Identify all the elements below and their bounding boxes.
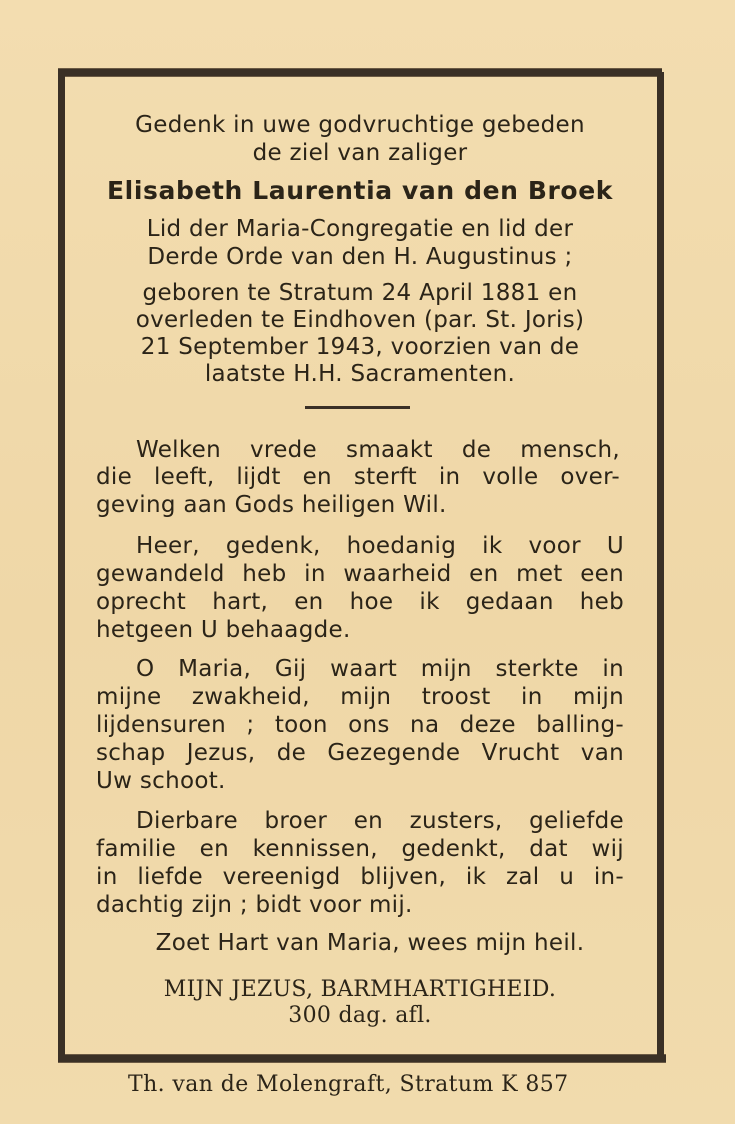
- para1-line-2: die leeft, lijdt en sterft in volle over-: [96, 464, 620, 490]
- para3-line-1: O Maria, Gij waart mijn sterkte in: [136, 656, 624, 682]
- life-line-4: laatste H.H. Sacramenten.: [204, 361, 516, 387]
- para4-line-4: dachtig zijn ; bidt voor mij.: [96, 892, 413, 918]
- frame-bottom-rule: [58, 1054, 666, 1063]
- membership-line-1: Lid der Maria-Congregatie en lid der: [146, 216, 574, 242]
- frame-right-rule: [657, 72, 664, 1060]
- printer-imprint: Th. van de Molengraft, Stratum K 857: [128, 1072, 569, 1097]
- closing-invocation: MIJN JEZUS, BARMHARTIGHEID.: [163, 977, 557, 1002]
- frame-top-rule: [58, 68, 662, 77]
- membership-line-2: Derde Orde van den H. Augustinus ;: [147, 244, 573, 270]
- closing-prayer: Zoet Hart van Maria, wees mijn heil.: [155, 930, 585, 956]
- para2-line-2: gewandeld heb in waarheid en met een: [96, 561, 624, 587]
- header-line-1: Gedenk in uwe godvruchtige gebeden: [135, 112, 585, 138]
- section-divider: [305, 406, 410, 409]
- para3-line-4: schap Jezus, de Gezegende Vrucht van: [96, 740, 624, 766]
- para3-line-5: Uw schoot.: [96, 768, 226, 794]
- para4-line-2: familie en kennissen, gedenkt, dat wij: [96, 836, 624, 862]
- deceased-name: Elisabeth Laurentia van den Broek: [106, 176, 613, 205]
- para4-line-3: in liefde vereenigd blijven, ik zal u in-: [96, 864, 624, 890]
- para2-line-3: oprecht hart, en hoe ik gedaan heb: [96, 589, 624, 615]
- life-line-2: overleden te Eindhoven (par. St. Joris): [135, 307, 585, 333]
- para1-line-1: Welken vrede smaakt de mensch,: [136, 437, 620, 463]
- para2-line-1: Heer, gedenk, hoedanig ik voor U: [136, 533, 624, 559]
- life-line-3: 21 September 1943, voorzien van de: [140, 334, 580, 360]
- indulgence-note: 300 dag. afl.: [288, 1003, 432, 1028]
- para4-line-1: Dierbare broer en zusters, geliefde: [136, 808, 624, 834]
- frame-left-rule: [58, 72, 65, 1060]
- para3-line-3: lijdensuren ; toon ons na deze balling-: [96, 712, 624, 738]
- para3-line-2: mijne zwakheid, mijn troost in mijn: [96, 684, 624, 710]
- header-line-2: de ziel van zaliger: [252, 140, 468, 166]
- para2-line-4: hetgeen U behaagde.: [96, 617, 351, 643]
- para1-line-3: geving aan Gods heiligen Wil.: [96, 492, 447, 518]
- life-line-1: geboren te Stratum 24 April 1881 en: [142, 280, 578, 306]
